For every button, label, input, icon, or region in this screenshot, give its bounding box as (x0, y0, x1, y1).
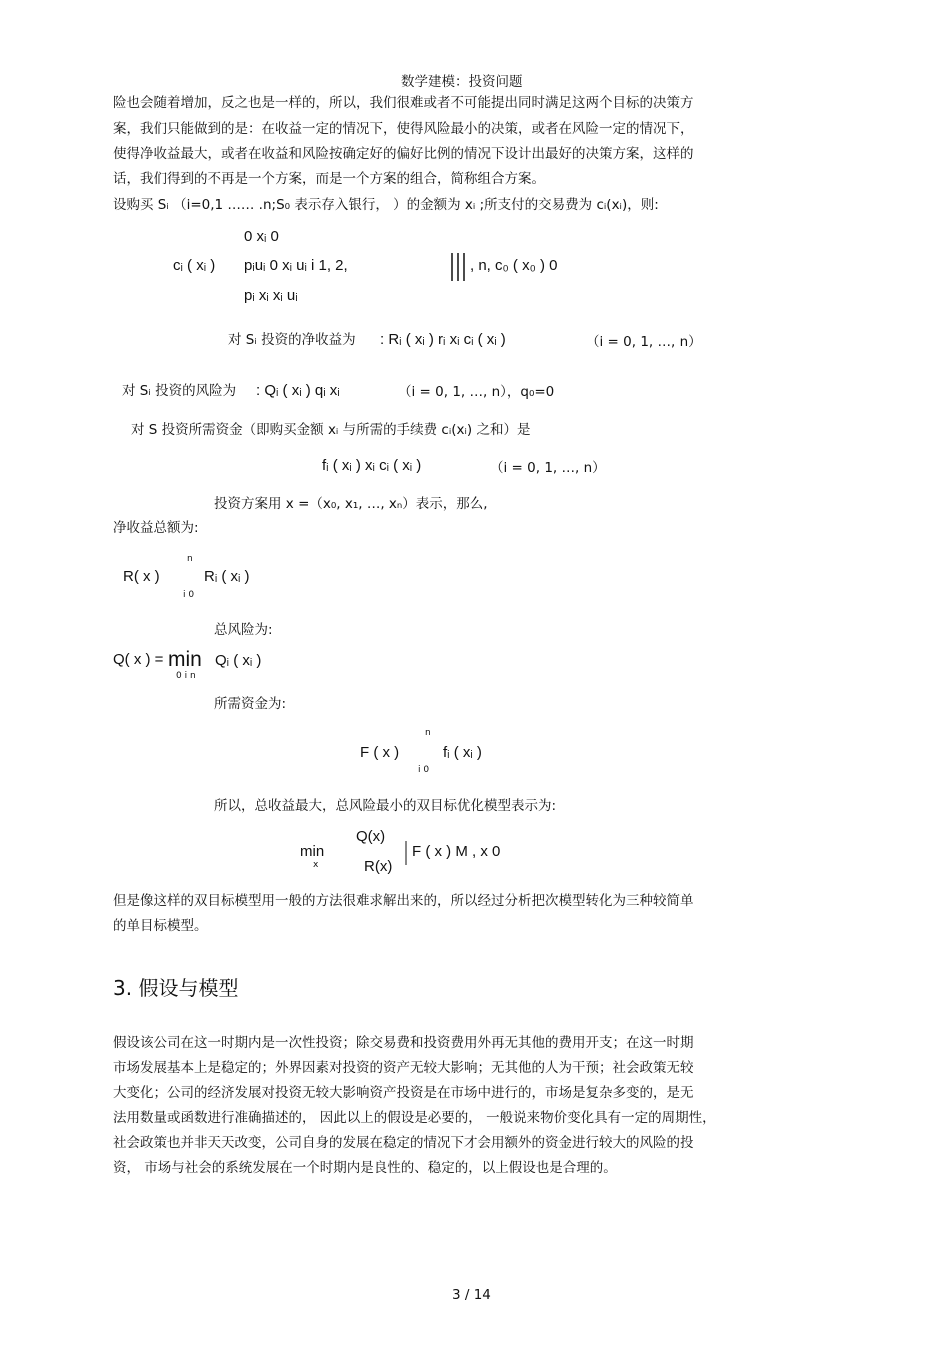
r-sum-term: Rᵢ ( xᵢ ) (204, 568, 250, 585)
section-heading: 3. 假设与模型 (113, 976, 239, 1000)
capital-range: （i = 0, 1, …, n） (490, 460, 606, 476)
piecewise-lhs: cᵢ ( xᵢ ) (173, 257, 216, 274)
piecewise-brace-glyph (449, 251, 469, 283)
q-min-operator: min (168, 648, 202, 671)
assumption-line-4: 法用数量或函数进行准确描述的， 因此以上的假设是必要的， 一般说来物价变化具有一定的周期性， (113, 1110, 716, 1126)
model-min-subscript: x (313, 860, 319, 870)
conclusion-line-1: 但是像这样的双目标模型用一般的方法很难求解出来的，所以经过分析把次模型转化为三种较简单 (113, 893, 694, 909)
piecewise-row-2-tail: , n, c₀ ( x₀ ) 0 (470, 257, 558, 274)
model-q-top: Q(x) (356, 828, 386, 845)
capital-formula: fᵢ ( xᵢ ) xᵢ cᵢ ( xᵢ ) (322, 457, 422, 474)
assumption-line-3: 大变化；公司的经济发展对投资无较大影响资产投资是在市场中进行的，市场是复杂多变的，是无 (113, 1085, 694, 1101)
risk-range: （i = 0, 1, …, n），q₀=0 (398, 384, 555, 400)
model-min: min (300, 843, 325, 860)
conclusion-line-2: 的单目标模型。 (113, 918, 208, 934)
piecewise-row-1: 0 xᵢ 0 (244, 228, 279, 245)
piecewise-row-2: pᵢuᵢ 0 xᵢ uᵢ i 1, 2, (244, 257, 348, 274)
intro-line-4: 话，我们得到的不再是一个方案，而是一个方案的组合，简称组合方案。 (113, 171, 545, 187)
r-sum-upper: n (187, 554, 193, 564)
scheme-line: 投资方案用 x =（x₀, x₁, …, xₙ）表示，那么, (214, 496, 488, 512)
q-lhs: Q( x ) = (113, 651, 164, 668)
net-return-formula: : Rᵢ ( xᵢ ) rᵢ xᵢ cᵢ ( xᵢ ) (380, 331, 506, 348)
model-constraint: F ( x ) M , x 0 (412, 843, 501, 860)
risk-formula: : Qᵢ ( xᵢ ) qᵢ xᵢ (256, 382, 340, 399)
intro-line-2: 案，我们只能做到的是：在收益一定的情况下，使得风险最小的决策，或者在风险一定的情况下， (113, 121, 694, 137)
total-risk-label: 总风险为: (214, 622, 273, 638)
setup-line: 设购买 Sᵢ （i=0,1 …… .n;S₀ 表示存入银行， ）的金额为 xᵢ ;所支付的交易费为 cᵢ(xᵢ)，则: (113, 197, 659, 213)
assumption-line-6: 资， 市场与社会的系统发展在一个时期内是良性的、稳定的，以上假设也是合理的。 (113, 1160, 617, 1176)
assumption-line-5: 社会政策也并非天天改变，公司自身的发展在稳定的情况下才会用额外的资金进行较大的风险的投 (113, 1135, 694, 1151)
page-header: 数学建模：投资问题 (401, 74, 523, 90)
model-intro: 所以，总收益最大，总风险最小的双目标优化模型表示为: (214, 798, 557, 814)
intro-line-1: 险也会随着增加，反之也是一样的，所以，我们很难或者不可能提出同时满足这两个目标的决策方 (113, 95, 694, 111)
capital-text: 对 S 投资所需资金（即购买金额 xᵢ 与所需的手续费 cᵢ(xᵢ) 之和）是 (131, 422, 531, 438)
assumption-line-1: 假设该公司在这一时期内是一次性投资；除交易费和投资费用外再无其他的费用开支；在这一时期 (113, 1035, 694, 1051)
q-min-subscript: 0 i n (176, 671, 196, 681)
intro-line-3: 使得净收益最大，或者在收益和风险按确定好的偏好比例的情况下设计出最好的决策方案，这样的 (113, 146, 694, 162)
f-sum-term: fᵢ ( xᵢ ) (443, 744, 482, 761)
constraint-bar-glyph (404, 840, 408, 866)
f-sum-lhs: F ( x ) (360, 744, 400, 761)
r-sum-lower: i 0 (183, 590, 195, 600)
f-sum-lower: i 0 (418, 765, 430, 775)
f-sum-upper: n (425, 728, 431, 738)
net-total-label: 净收益总额为: (113, 520, 199, 536)
piecewise-row-3: pᵢ xᵢ xᵢ uᵢ (244, 287, 298, 304)
q-term: Qᵢ ( xᵢ ) (215, 652, 262, 669)
net-return-range: （i = 0, 1, …, n） (586, 334, 702, 350)
risk-label: 对 Sᵢ 投资的风险为 (122, 383, 237, 399)
assumption-line-2: 市场发展基本上是稳定的；外界因素对投资的资产无较大影响；无其他的人为干预；社会政策无较 (113, 1060, 694, 1076)
page-number: 3 / 14 (452, 1287, 491, 1303)
capital-total-label: 所需资金为: (214, 696, 287, 712)
net-return-label: 对 Sᵢ 投资的净收益为 (228, 332, 356, 348)
r-sum-lhs: R( x ) (123, 568, 160, 585)
model-r-bottom: R(x) (364, 858, 393, 875)
